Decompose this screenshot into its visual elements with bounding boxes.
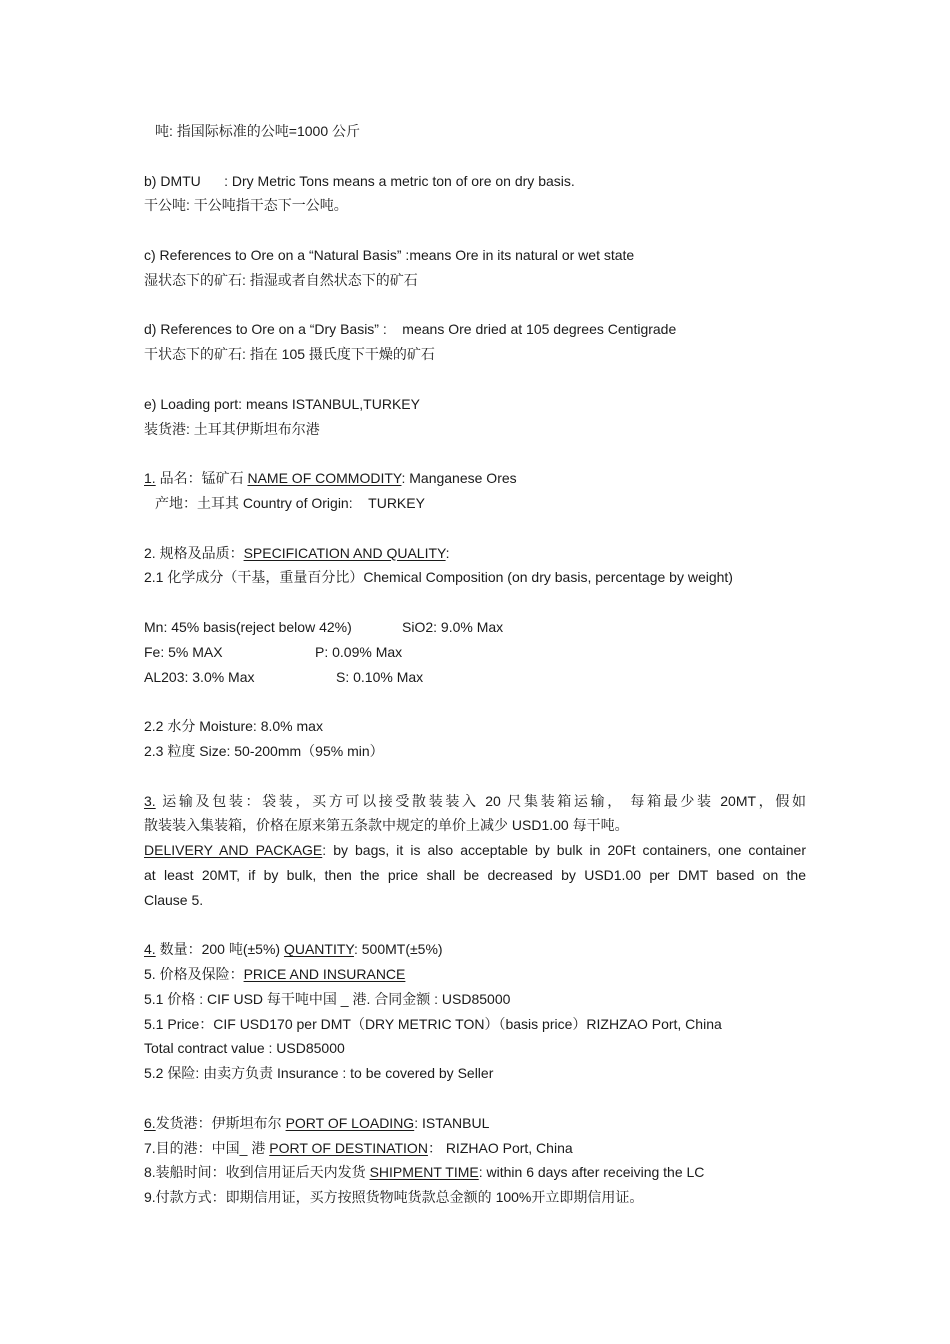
clause-value: : ISTANBUL bbox=[414, 1114, 490, 1131]
clause-label: QUANTITY bbox=[283, 941, 354, 958]
price-en-line: 5.1 Price：CIF USD170 per DMT（DRY METRIC TON）（basis price）RIZHZAO Port, China bbox=[144, 1015, 722, 1032]
clause-label: SHIPMENT TIME bbox=[369, 1164, 479, 1181]
chemical-composition-line: 2.1 化学成分（干基，重量百分比）Chemical Composition (on dry basis, percentage by weight) bbox=[144, 569, 733, 586]
clause-label: PRICE AND INSURANCE bbox=[243, 966, 406, 983]
total-contract-value: Total contract value : USD85000 bbox=[144, 1040, 345, 1057]
dmtu-definition-en: b) DMTU : Dry Metric Tons means a metric ton of ore on dry basis. bbox=[144, 172, 575, 189]
clause-7-port-of-destination bbox=[144, 1136, 806, 1161]
spec-s: S: 0.10% Max bbox=[336, 668, 424, 685]
size-line: 2.3 粒度 Size: 50-200mm（95% min） bbox=[144, 742, 384, 759]
spec-fe: Fe: 5% MAX bbox=[144, 643, 223, 660]
clause-text-cn: 7.目的港：中国_ 港 bbox=[144, 1139, 270, 1156]
clause-label: NAME OF COMMODITY bbox=[247, 470, 402, 487]
clause-text-en: : by bags, it is also acceptable by bulk in 20Ft containers, one container bbox=[322, 842, 806, 859]
spec-sio2: SiO2: 9.0% Max bbox=[402, 618, 504, 635]
clause-3-en-line-2: at least 20MT, if by bulk, then the price shall be decreased by USD1.00 per DMT based on the bbox=[144, 866, 806, 883]
clause-4-quantity bbox=[144, 937, 806, 962]
clause-colon: : bbox=[445, 544, 450, 561]
spec-p: P: 0.09% Max bbox=[315, 643, 403, 660]
dmtu-definition-cn: 干公吨: 干公吨指干态下一公吨。 bbox=[144, 197, 348, 214]
clause-number: 4. bbox=[144, 941, 156, 958]
clause-value: : 500MT(±5%) bbox=[353, 941, 443, 958]
clause-2-heading bbox=[144, 541, 806, 566]
clause-value: : within 6 days after receiving the LC bbox=[478, 1164, 705, 1181]
clause-label: PORT OF LOADING bbox=[285, 1114, 415, 1131]
spec-al2o3: AL203: 3.0% Max bbox=[144, 668, 255, 685]
spec-mn: Mn: 45% basis(reject below 42%) bbox=[144, 618, 352, 635]
clause-text-cn: 2. 规格及品质： bbox=[144, 544, 244, 561]
clause-3-cn-line-1 bbox=[144, 789, 806, 814]
clause-1-commodity bbox=[144, 466, 806, 491]
spec-row-2 bbox=[144, 640, 806, 665]
insurance-line: 5.2 保险: 由卖方负责 Insurance : to be covered by Seller bbox=[144, 1065, 494, 1082]
clause-number: 3. bbox=[144, 792, 156, 809]
clause-text-cn: 数量：200 吨(±5%) bbox=[155, 941, 284, 958]
clause-value: ： RIZHAO Port, China bbox=[427, 1139, 573, 1156]
natural-basis-definition-en: c) References to Ore on a “Natural Basis” :means Ore in its natural or wet state bbox=[144, 246, 635, 263]
country-of-origin: 产地：土耳其 Country of Origin: TURKEY bbox=[155, 494, 425, 511]
clause-label: PORT OF DESTINATION bbox=[269, 1139, 428, 1156]
natural-basis-definition-cn: 湿状态下的矿石: 指湿或者自然状态下的矿石 bbox=[144, 271, 418, 288]
clause-3-en-line-1 bbox=[144, 838, 806, 863]
clause-text-cn: 运输及包装：袋装，买方可以接受散装装入 20 尺集装箱运输， 每箱最少装 20MT，假如 bbox=[155, 792, 806, 809]
spec-row-1 bbox=[144, 615, 806, 640]
clause-number: 6. bbox=[144, 1114, 156, 1131]
moisture-line: 2.2 水分 Moisture: 8.0% max bbox=[144, 718, 323, 735]
clause-number: 1. bbox=[144, 470, 156, 487]
spec-row-3 bbox=[144, 665, 806, 690]
clause-3-cn-line-2: 散装装入集装箱，价格在原来第五条款中规定的单价上减少 USD1.00 每干吨。 bbox=[144, 817, 629, 834]
clause-text-cn: 发货港：伊斯坦布尔 bbox=[155, 1114, 286, 1131]
clause-label: SPECIFICATION AND QUALITY bbox=[243, 544, 446, 561]
ton-definition-cn: 吨: 指国际标准的公吨=1000 公斤 bbox=[155, 123, 360, 139]
clause-8-shipment-time bbox=[144, 1160, 806, 1185]
dry-basis-definition-cn: 干状态下的矿石: 指在 105 摄氏度下干燥的矿石 bbox=[144, 346, 435, 363]
price-cn-line: 5.1 价格 : CIF USD 每干吨中国 _ 港. 合同金额 : USD85000 bbox=[144, 990, 511, 1007]
clause-3-en-line-3: Clause 5. bbox=[144, 891, 204, 908]
clause-9-payment: 9.付款方式：即期信用证，买方按照货物吨货款总金额的 100%开立即期信用证。 bbox=[144, 1189, 644, 1206]
clause-value: : Manganese Ores bbox=[401, 470, 517, 487]
dry-basis-definition-en: d) References to Ore on a “Dry Basis” : means Ore dried at 105 degrees Centigrade bbox=[144, 321, 677, 338]
loading-port-definition-cn: 装货港: 土耳其伊斯坦布尔港 bbox=[144, 420, 320, 437]
contract-body bbox=[144, 119, 806, 1210]
clause-text-cn: 5. 价格及保险： bbox=[144, 966, 244, 983]
clause-5-heading bbox=[144, 962, 806, 987]
clause-text-cn: 品名：锰矿石 bbox=[155, 470, 248, 487]
clause-label: DELIVERY AND PACKAGE bbox=[144, 842, 323, 859]
clause-text-cn: 8.装船时间：收到信用证后天内发货 bbox=[144, 1164, 370, 1181]
clause-6-port-of-loading bbox=[144, 1111, 806, 1136]
loading-port-definition-en: e) Loading port: means ISTANBUL,TURKEY bbox=[144, 395, 420, 412]
